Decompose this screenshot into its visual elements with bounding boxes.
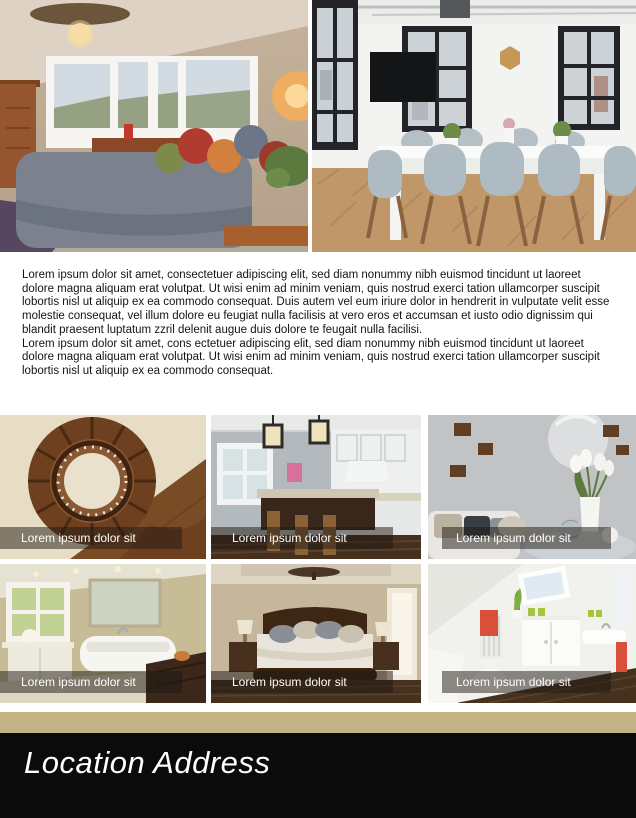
location-address-label: Location Address — [24, 745, 271, 780]
photo-caption: Lorem ipsum dolor sit — [442, 527, 611, 549]
body-text — [22, 269, 614, 379]
gallery-item-bedroom — [211, 564, 421, 703]
footer — [0, 733, 636, 818]
photo-caption: Lorem ipsum dolor sit — [0, 527, 182, 549]
body-paragraph-1: Lorem ipsum dolor sit amet, consectetuer adipiscing elit, sed diam nonummy nibh euismod tincidunt ut laoreet dolore magna aliquam erat volutpat. Ut wisi enim ad minim veniam, quis nostrud exerci tation ullamcorper suscipit lobortis nisl ut aliquip ex ea commodo consequat. Duis autem vel eum iriure dolor in hendrerit in vulputate velit esse molestie consequat, vel illum dolore eu feugiat nulla facilisis at vero eros et accumsan et iusto odio dignissim qui blandit praesent luptatum zzril delenit augue duis dolore te feugait nulla facilisi. — [22, 269, 610, 336]
gallery-item-white-bathroom — [428, 564, 636, 703]
photo-caption: Lorem ipsum dolor sit — [0, 671, 182, 693]
gallery-item-kitchen — [211, 415, 421, 559]
gallery-item-tulips — [428, 415, 636, 559]
photo-caption: Lorem ipsum dolor sit — [211, 671, 393, 693]
divider-bar — [0, 712, 636, 733]
hero-photo-dining-room — [312, 0, 636, 252]
gallery-item-bathroom-tub — [0, 564, 206, 703]
bedroom-photo-image — [0, 0, 308, 252]
hero-photo-bedroom — [0, 0, 308, 252]
gallery-item-staircase — [0, 415, 206, 559]
photo-caption: Lorem ipsum dolor sit — [442, 671, 611, 693]
body-paragraph-2: Lorem ipsum dolor sit amet, cons ectetuer adipiscing elit, sed diam nonummy nibh euismod tincidunt ut laoreet dolore magna aliquam erat volutpat. Ut wisi enim ad minim veniam, quis nostrud exerci tation ullamcorper suscipit lobortis nisl ut aliquip ex ea commodo consequat. — [22, 337, 600, 377]
photo-caption: Lorem ipsum dolor sit — [211, 527, 393, 549]
dining-room-photo-image — [312, 0, 636, 252]
